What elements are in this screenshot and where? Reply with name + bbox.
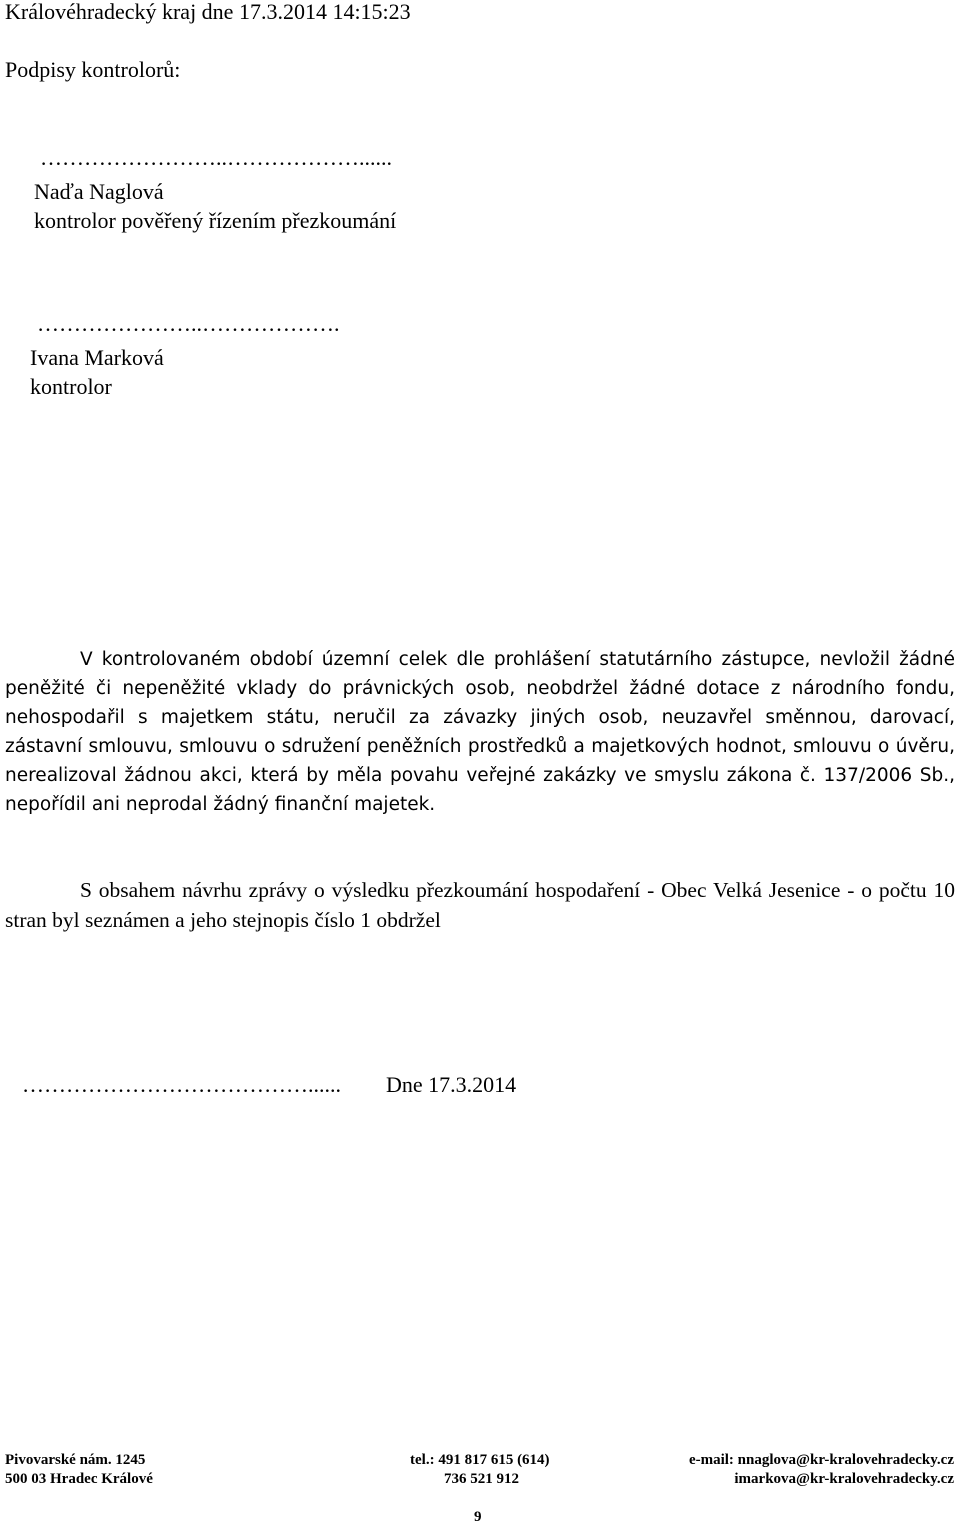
acknowledgement-text: S obsahem návrhu zprávy o výsledku přezkoumání hospodaření - Obec Velká Jesenice - o počtu 10 stran byl seznámen a jeho stejnopis číslo 1 obdržel xyxy=(5,878,955,932)
document-header-date: Královéhradecký kraj dne 17.3.2014 14:15:23 xyxy=(5,0,411,24)
acknowledgement-paragraph xyxy=(5,875,955,935)
signature-name-2: Ivana Marková xyxy=(30,345,164,370)
page-number: 9 xyxy=(474,1509,482,1525)
acknowledgement-signature-line xyxy=(22,1070,516,1100)
footer-address-line2: 500 03 Hradec Králové xyxy=(5,1471,153,1487)
statement-text: V kontrolovaném období územní celek dle prohlášení statutárního zástupce, nevložil žádné peněžité či nepeněžité vklady do právnických osob, neobdržel žádné dotace z národního fondu, nehospodařil s majetkem státu, neručil za závazky jiných osob, neuzavřel směnnou, darovací, zástavní smlouvu, smlouvu o sdružení peněžních prostředků a majetkových hodnot, smlouvu o úvěru, nerealizoval žádnou akci, která by měla povahu veřejné zakázky ve smyslu zákona č. 137/2006 Sb., nepořídil ani neprodal žádný finanční majetek. xyxy=(5,649,955,815)
signatures-label: Podpisy kontrolorů: xyxy=(5,57,181,82)
signature-line-2: …………………..………………. xyxy=(37,311,340,336)
statement-paragraph xyxy=(5,645,955,819)
signature-role-2: kontrolor xyxy=(30,374,112,399)
signature-name-1: Naďa Naglová xyxy=(34,179,164,204)
acknowledgement-date: Dne 17.3.2014 xyxy=(386,1072,517,1097)
footer-tel-line2: 736 521 912 xyxy=(444,1471,519,1487)
footer-email-line2: imarkova@kr-kralovehradecky.cz xyxy=(734,1471,954,1487)
footer-tel-line1: tel.: 491 817 615 (614) xyxy=(410,1452,550,1468)
footer-email-line1: e-mail: nnaglova@kr-kralovehradecky.cz xyxy=(688,1452,954,1468)
acknowledgement-dots: …………………………………...... xyxy=(22,1072,341,1097)
footer-address-line1: Pivovarské nám. 1245 xyxy=(5,1452,146,1468)
signature-line-1: ……………………..………………...... xyxy=(40,145,392,170)
signature-role-1: kontrolor pověřený řízením přezkoumání xyxy=(34,208,397,233)
